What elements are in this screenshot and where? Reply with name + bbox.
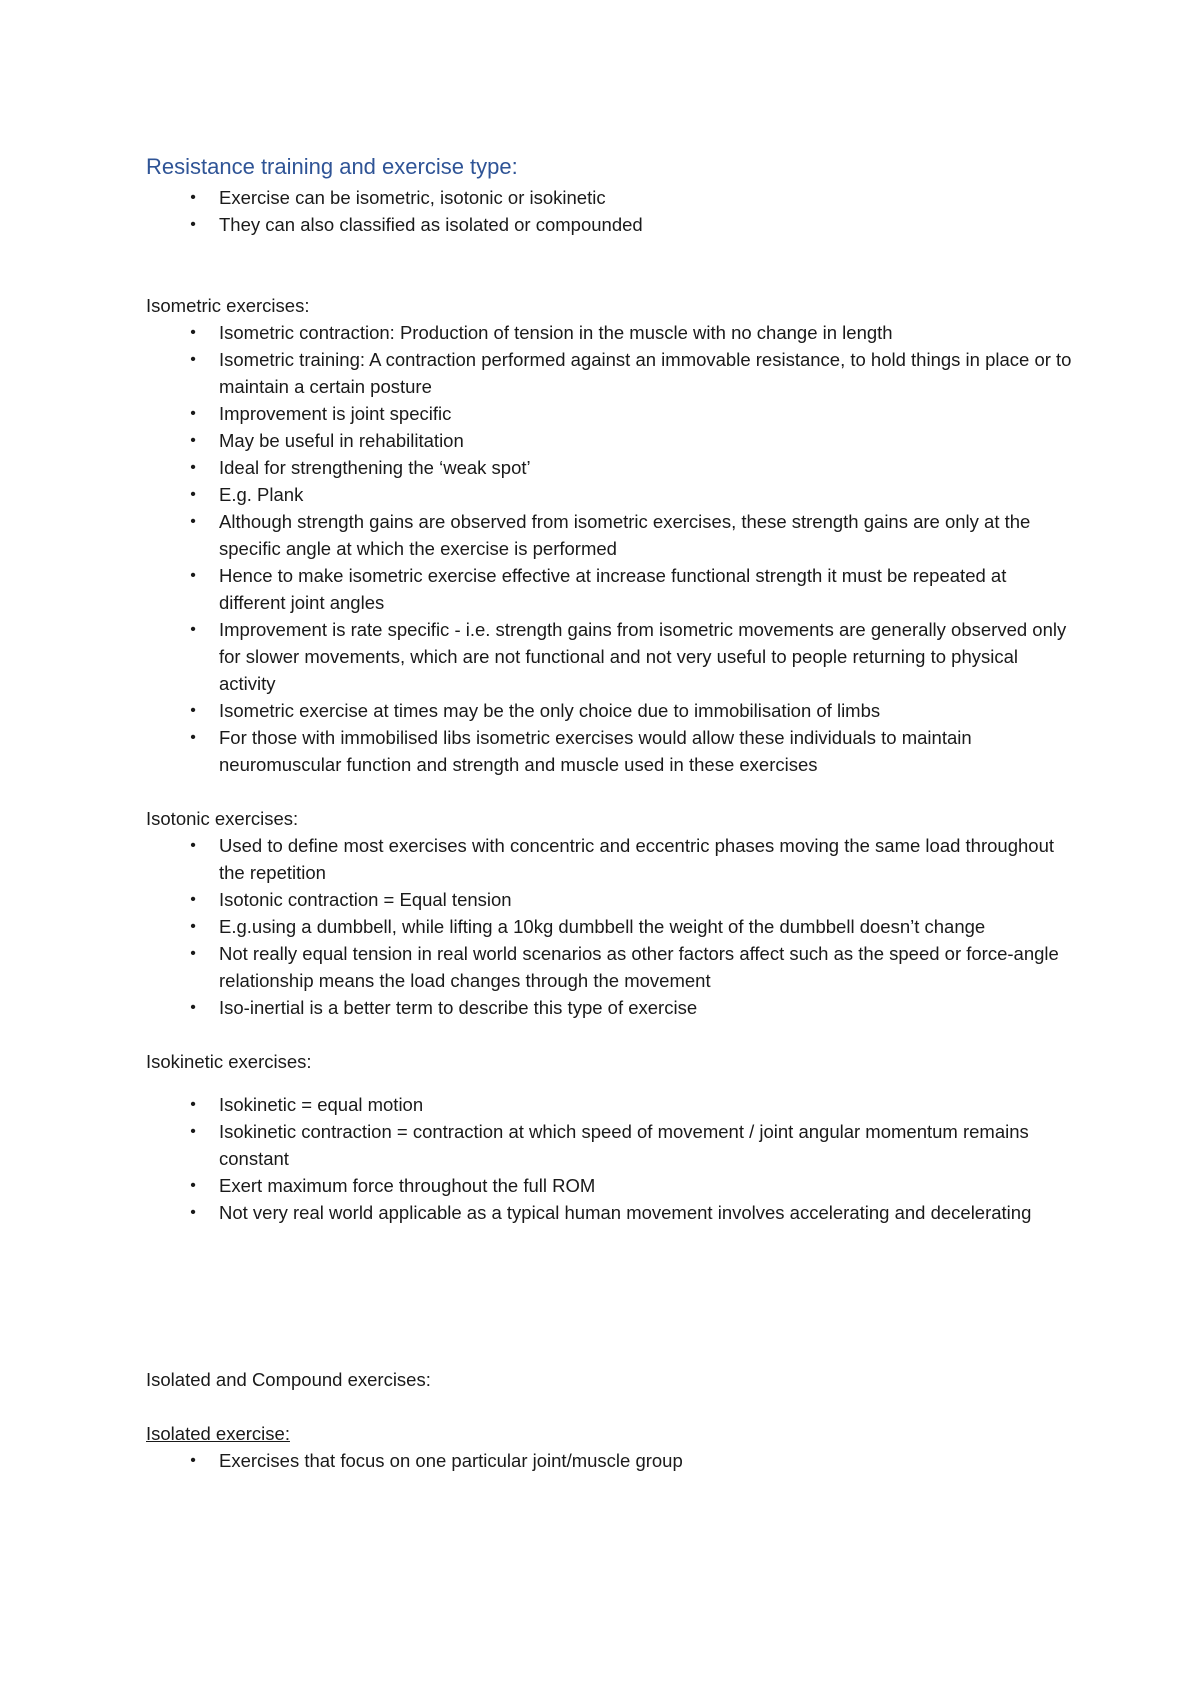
list-item: • Ideal for strengthening the ‘weak spot’ <box>146 454 1076 481</box>
bullet-icon: • <box>190 918 196 935</box>
intro-list <box>146 184 1076 238</box>
bullet-icon: • <box>190 1177 196 1194</box>
bullet-icon: • <box>190 1123 196 1140</box>
isokinetic-section-title: Isokinetic exercises: <box>146 1051 312 1072</box>
bullet-icon: • <box>190 945 196 962</box>
isometric-list <box>146 319 1076 778</box>
list-item: • Isometric contraction: Production of tension in the muscle with no change in length <box>146 319 1076 346</box>
list-item: • Not really equal tension in real world scenarios as other factors affect such as the speed or force-angle relationship means the load changes through the movement <box>146 940 1076 994</box>
document-body <box>146 152 1076 1474</box>
list-item: • Exercise can be isometric, isotonic or isokinetic <box>146 184 1076 211</box>
bullet-icon: • <box>190 837 196 854</box>
list-item: • They can also classified as isolated or compounded <box>146 211 1076 238</box>
list-item: • Used to define most exercises with concentric and eccentric phases moving the same load throughout the repetition <box>146 832 1076 886</box>
spacer <box>146 778 1076 805</box>
list-item: • Isokinetic contraction = contraction at which speed of movement / joint angular momentum remains constant <box>146 1118 1076 1172</box>
bullet-icon: • <box>190 405 196 422</box>
bullet-icon: • <box>190 729 196 746</box>
isokinetic-list <box>146 1091 1076 1226</box>
list-item: • Improvement is rate specific - i.e. strength gains from isometric movements are generally observed only for slower movements, which are not functional and not very useful to people returning to physical activity <box>146 616 1076 697</box>
spacer <box>146 1075 1076 1091</box>
spacer <box>146 1393 1076 1420</box>
spacer <box>146 238 1076 292</box>
list-item: • Isotonic contraction = Equal tension <box>146 886 1076 913</box>
list-item: • E.g. Plank <box>146 481 1076 508</box>
isotonic-list <box>146 832 1076 1021</box>
bullet-icon: • <box>190 513 196 530</box>
list-item: • Exert maximum force throughout the full ROM <box>146 1172 1076 1199</box>
list-item: • E.g.using a dumbbell, while lifting a 10kg dumbbell the weight of the dumbbell doesn’t change <box>146 913 1076 940</box>
list-item: • Iso-inertial is a better term to describe this type of exercise <box>146 994 1076 1021</box>
bullet-icon: • <box>190 1204 196 1221</box>
list-item: • Not very real world applicable as a typical human movement involves accelerating and decelerating <box>146 1199 1076 1226</box>
bullet-icon: • <box>190 324 196 341</box>
list-item: • Isokinetic = equal motion <box>146 1091 1076 1118</box>
isometric-section-title: Isometric exercises: <box>146 295 310 316</box>
list-item: • Exercises that focus on one particular joint/muscle group <box>146 1447 1076 1474</box>
bullet-icon: • <box>190 189 196 206</box>
bullet-icon: • <box>190 1096 196 1113</box>
list-item: • Although strength gains are observed from isometric exercises, these strength gains are only at the specific angle at which the exercise is performed <box>146 508 1076 562</box>
bullet-icon: • <box>190 1452 196 1469</box>
bullet-icon: • <box>190 999 196 1016</box>
bullet-icon: • <box>190 459 196 476</box>
document-heading: Resistance training and exercise type: <box>146 154 518 179</box>
isotonic-section-title: Isotonic exercises: <box>146 808 299 829</box>
list-item: • For those with immobilised libs isometric exercises would allow these individuals to maintain neuromuscular function and strength and muscle used in these exercises <box>146 724 1076 778</box>
isolated-compound-section-title: Isolated and Compound exercises: <box>146 1369 431 1390</box>
bullet-icon: • <box>190 702 196 719</box>
bullet-icon: • <box>190 216 196 233</box>
bullet-icon: • <box>190 351 196 368</box>
spacer <box>146 1226 1076 1366</box>
list-item: • Hence to make isometric exercise effective at increase functional strength it must be repeated at different joint angles <box>146 562 1076 616</box>
bullet-icon: • <box>190 891 196 908</box>
bullet-icon: • <box>190 432 196 449</box>
spacer <box>146 1021 1076 1048</box>
isolated-exercise-subtitle: Isolated exercise: <box>146 1423 290 1444</box>
bullet-icon: • <box>190 621 196 638</box>
bullet-icon: • <box>190 567 196 584</box>
isolated-list <box>146 1447 1076 1474</box>
list-item: • Isometric exercise at times may be the only choice due to immobilisation of limbs <box>146 697 1076 724</box>
list-item: • Improvement is joint specific <box>146 400 1076 427</box>
bullet-icon: • <box>190 486 196 503</box>
list-item: • Isometric training: A contraction performed against an immovable resistance, to hold things in place or to maintain a certain posture <box>146 346 1076 400</box>
list-item: • May be useful in rehabilitation <box>146 427 1076 454</box>
